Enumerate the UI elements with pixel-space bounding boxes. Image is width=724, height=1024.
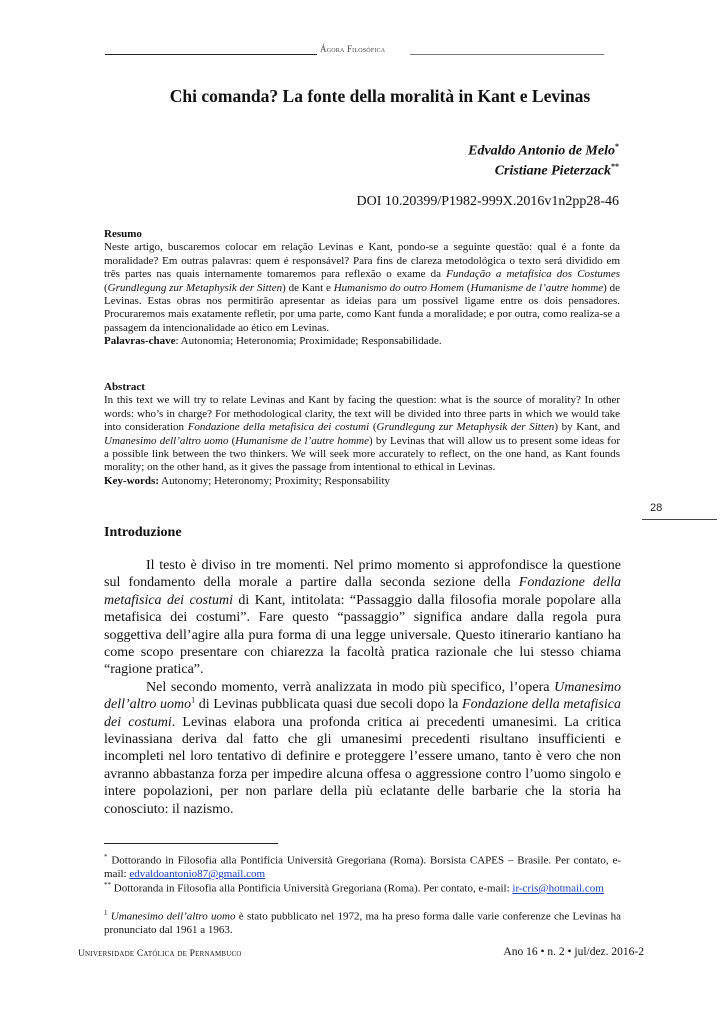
paragraph-2 — [104, 679, 621, 818]
page-number: 28 — [650, 502, 663, 514]
article-title: Chi comanda? La fonte della moralità in Kant e Levinas — [169, 86, 591, 106]
footnote-1-text: Dottorando in Filosofia alla Pontificia Università Gregoriana (Roma). Borsista CAPES – Brasile. Per contato, e-mail: — [104, 854, 621, 881]
para2-i2: Fondazione della metafisica dei costumi — [104, 697, 621, 730]
resumo-label: Resumo — [104, 228, 142, 240]
section-title: Introduzione — [104, 525, 182, 540]
resumo-t1: Neste artigo, buscaremos colocar em relação Levinas e Kant, pondo-se a seguinte questão: qual é a fonte da moralidade? Em outras palavras: quem é responsável? Para fins de clareza metodológica o texto será dividido em três partes nas quais internamente tomaremos para reflexão o exame da — [104, 241, 620, 281]
abstract-i4: Humanisme de l’autre homme — [235, 434, 369, 447]
resumo-block — [104, 228, 620, 349]
resumo-kw: : Autonomia; Heteronomia; Proximidade; Responsabilidade. — [175, 335, 442, 348]
abstract-keywords — [104, 475, 620, 488]
para1-t2: di Kant, intitolata: “Passaggio dalla filosofia morale popolare alla metafisica dei costumi”. Fare questo “passaggio” significa andare dalla regola pura soggettiva dell’agire alla pura forma di una legge universale. Questo itinerario kantiano ha come scopo presentare con chiarezza la facoltà pratica razionale che lui stesso chiama “ragione pratica”. — [104, 592, 622, 678]
footer-issue: Ano 16 • n. 2 • jul/dez. 2016-2 — [503, 946, 644, 958]
body-text — [104, 557, 621, 818]
abstract-i2: Grundlegung zur Metaphysik der Sitten — [376, 421, 555, 434]
abstract-kw-label: Key-words: — [104, 474, 159, 487]
para2-i1: Umanesimo dell’altro uomo — [104, 679, 621, 713]
footnote-1-mark: * — [104, 853, 108, 861]
resumo-kw-label: Palavras-chave — [104, 335, 176, 348]
paragraph-1 — [104, 557, 621, 679]
resumo-t5: ) de Levinas. Estas obras nos permitirão apresentar as ideias para um possível ligame entre os dois pensadores. Procuraremos mais exatamente refletir, por uma parte, como Kant funda a moralidade; e por outra, como realiza-se a passagem da intencionalidade ao ético em Levinas. — [104, 281, 621, 334]
resumo-text — [104, 241, 620, 335]
resumo-t2: ( — [104, 281, 108, 294]
abstract-i1: Fondazione della metafisica dei costumi — [187, 421, 370, 434]
abstract-t5: ) by Levinas that will allow us to present some ideas for a possible link between the two thinkers. We will seek more accurately to reflect, on the one hand, as Kant founds morality; on the other hand, as it gives the passage from intentional to ethical in Levinas. — [104, 434, 621, 474]
abstract-t3: ) by Kant, and — [554, 421, 620, 434]
page-number-rule — [642, 519, 717, 520]
header-rule-right — [410, 54, 604, 55]
resumo-i2: Grundlegung zur Metaphysik der Sitten — [107, 281, 283, 294]
footnote-3-mark: 1 — [104, 909, 108, 917]
para1-i1: Fondazione della metafisica dei costumi — [104, 575, 621, 608]
footer-university: Universidade Católica de Pernambuco — [78, 949, 242, 959]
para1-t1: Il testo è diviso in tre momenti. Nel primo momento si approfondisce la questione sul fondamento della morale a partire dalla seconda sezione della — [104, 558, 621, 591]
abstract-i3: Umanesimo dell’altro uomo — [104, 434, 229, 447]
footnote-2 — [104, 879, 621, 896]
footnote-ref-1: 1 — [191, 695, 196, 705]
abstract-block — [104, 381, 620, 488]
para2-t3: . Levinas elabora una profonda critica ai precedenti umanesimi. La critica levinassiana deriva dal fatto che gli umanesimi precedenti risultano insufficienti e incompleti nel loro tentativo di definire e proteggere l’essere umano, tanto è vero che non avranno abbastanza forza per impedire alcuna offesa o aggressione contro l’uomo singolo e intere popolazioni, per non parlare della più eclatante delle barbarie che la storia ha conosciuto: il nazismo. — [104, 714, 621, 817]
email-link-1[interactable]: edvaldoantonio87@gmail.com — [129, 868, 266, 881]
footnote-3 — [104, 907, 621, 938]
para2-t1: Nel secondo momento, verrà analizzata in modo più specifico, l’opera — [146, 679, 555, 695]
resumo-keywords — [104, 335, 620, 348]
author-2 — [495, 162, 619, 180]
footnote-2-mark: ** — [104, 881, 111, 889]
resumo-t4: ( — [463, 281, 471, 294]
author-1-mark: * — [615, 142, 619, 151]
email-link-2[interactable]: ir-cris@hotmail.com — [512, 882, 604, 895]
abstract-t4: ( — [228, 434, 236, 447]
footnote-3-italic: Umanesimo dell’altro uomo — [110, 910, 236, 923]
author-1 — [468, 142, 619, 160]
abstract-label: Abstract — [104, 381, 145, 393]
abstract-kw: Autonomy; Heteronomy; Proximity; Responsability — [159, 474, 390, 487]
abstract-text — [104, 394, 620, 474]
resumo-i4: Humanisme de l’autre homme — [470, 281, 604, 294]
abstract-t2: ( — [369, 421, 377, 434]
resumo-i3: Humanismo do outro Homem — [333, 281, 464, 294]
para2-t2: di Levinas pubblicata quasi due secoli dopo la — [195, 697, 463, 713]
footnote-rule — [104, 843, 278, 844]
author-1-name: Edvaldo Antonio de Melo — [468, 143, 615, 159]
doi: DOI 10.20399/P1982-999X.2016v1n2pp28-46 — [356, 194, 619, 209]
journal-name: Ágora Filosófica — [320, 44, 386, 54]
abstract-t1: In this text we will try to relate Levinas and Kant by facing the question: what is the source of morality? In other words: who’s in charge? For methodological clarity, the text will be divided into three parts in which we would take into consideration — [104, 394, 620, 434]
header-rule-left — [105, 54, 317, 55]
resumo-i1: Fundação a metafísica dos Costumes — [446, 268, 620, 281]
footnote-2-text: Dottoranda in Filosofia alla Pontificia Università Gregoriana (Roma). Per contato, e-mail: — [111, 882, 513, 895]
author-2-name: Cristiane Pieterzack — [494, 163, 611, 179]
author-2-mark: ** — [611, 162, 619, 171]
footnote-1 — [104, 851, 621, 882]
resumo-t3: ) de Kant e — [282, 281, 334, 294]
footnote-3-text: è stato pubblicato nel 1972, ma ha preso forma dalle varie conferenze che Levinas ha pronunciato dal 1961 a 1963. — [104, 910, 622, 937]
